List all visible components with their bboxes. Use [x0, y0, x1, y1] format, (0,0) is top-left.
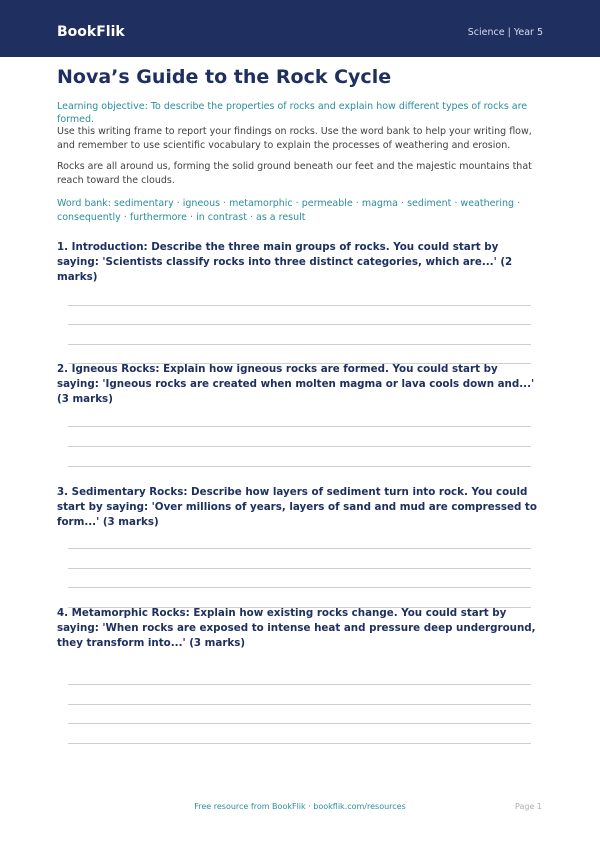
answer-line[interactable] [68, 466, 531, 467]
answer-line[interactable] [68, 548, 531, 549]
answer-line[interactable] [68, 305, 531, 306]
answer-line[interactable] [68, 344, 531, 345]
answer-line[interactable] [68, 446, 531, 447]
word-bank: Word bank: sedimentary · igneous · metamorphic · permeable · magma · sediment · weathering · consequently · furthermore · in contrast · as a result [57, 198, 521, 223]
answer-line[interactable] [68, 324, 531, 325]
page-number: Page 1 [515, 802, 542, 811]
subject-year-label: Science | Year 5 [467, 27, 543, 38]
answer-line[interactable] [68, 684, 531, 685]
answer-line[interactable] [68, 704, 531, 705]
page-header [0, 0, 600, 57]
learning-objective: Learning objective: To describe the properties of rocks and explain how different types of rocks are formed. [57, 101, 528, 125]
answer-line[interactable] [68, 426, 531, 427]
footer-resource-link[interactable]: Free resource from BookFlik · bookflik.com/resources [194, 802, 406, 811]
context-paragraph: Rocks are all around us, forming the solid ground beneath our feet and the majestic mountains that reach toward the clouds. [57, 161, 532, 186]
question-4: 4. Metamorphic Rocks: Explain how existing rocks change. You could start by saying: 'When rocks are exposed to intense heat and pressure deep underground, they transform into...' (3 marks) [57, 607, 536, 649]
question-3: 3. Sedimentary Rocks: Describe how layers of sediment turn into rock. You could start by saying: 'Over millions of years, layers of sand and mud are compressed to form...' (3 marks) [57, 486, 537, 528]
answer-line[interactable] [68, 587, 531, 588]
instructions-paragraph: Use this writing frame to report your findings on rocks. Use the word bank to help your writing flow, and remember to use scientific vocabulary to explain the processes of weathering and erosion. [57, 126, 532, 151]
answer-line[interactable] [68, 743, 531, 744]
answer-line[interactable] [68, 568, 531, 569]
answer-line[interactable] [68, 723, 531, 724]
brand-logo-text: BookFlik [57, 24, 125, 40]
question-2: 2. Igneous Rocks: Explain how igneous rocks are formed. You could start by saying: 'Igneous rocks are created when molten magma or lava cools down and...' (3 marks) [57, 363, 535, 405]
page-title: Nova’s Guide to the Rock Cycle [57, 66, 392, 88]
question-1: 1. Introduction: Describe the three main groups of rocks. You could start by saying: 'Scientists classify rocks into three distinct categories, which are...' (2 marks) [57, 241, 513, 283]
